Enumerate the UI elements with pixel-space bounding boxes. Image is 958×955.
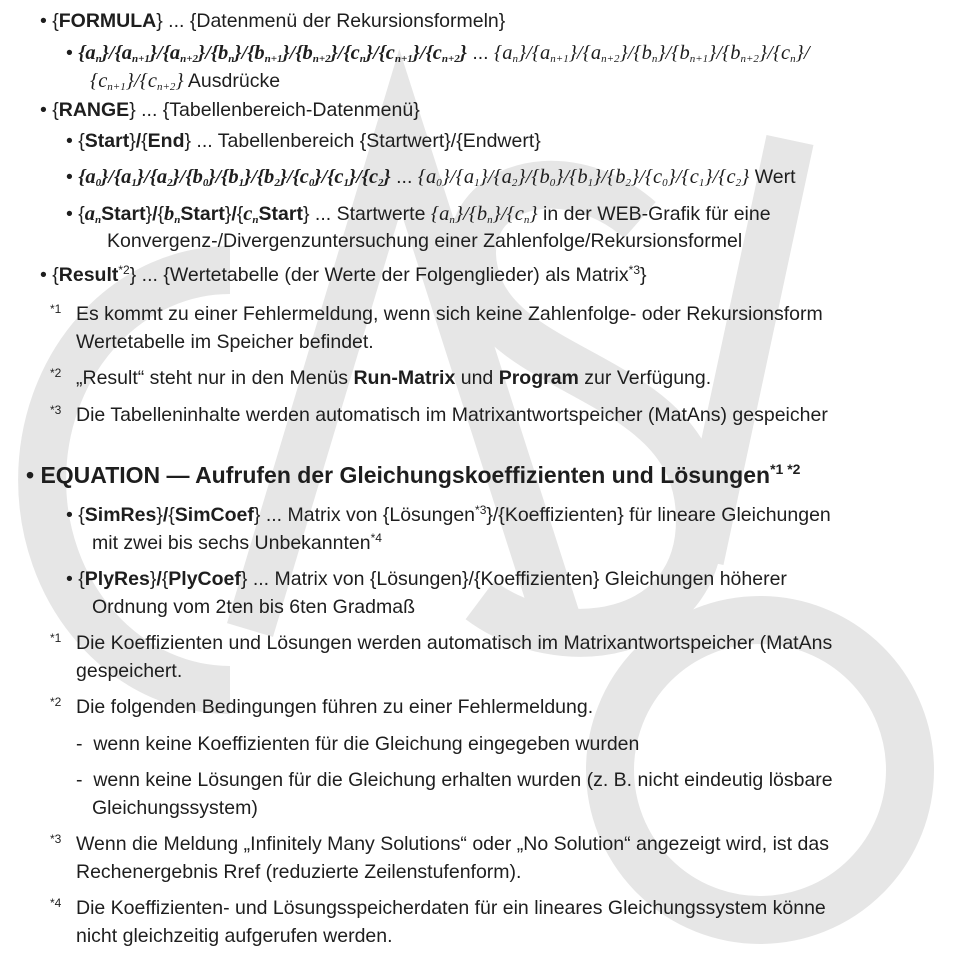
range-web-line2: Konvergenz-/Divergenzuntersuchung einer Zahlenfolge/Rekursionsformel (107, 230, 743, 252)
range-desc: {Tabellenbereich-Datenmenü} (162, 99, 420, 121)
note1-line1: Es kommt zu einer Fehlermeldung, wenn sich keine Zahlenfolge- oder Rekursionsform (76, 303, 823, 325)
simres-item: • {SimRes}/{SimCoef} ... Matrix von {Lösungen$^{*3}$}/{Koeffizienten} für lineare Gleichungen (66, 503, 831, 526)
condition1: - wenn keine Koeffizienten für die Gleichung eingegeben wurden (76, 733, 640, 755)
note3-text: Die Tabelleninhalte werden automatisch im Matrixantwortspeicher (MatAns) gespeicher (76, 404, 828, 426)
eq-note3-mark: *3 (50, 832, 62, 846)
range-item: • {RANGE} ... {Tabellenbereich-Datenmenü} (40, 99, 420, 121)
eq-note4-mark: *4 (50, 896, 62, 910)
eq-note1-line2: gespeichert. (76, 660, 183, 682)
eq-note3-line1: Wenn die Meldung „Infinitely Many Solutions“ oder „No Solution“ angezeigt wird, ist das (76, 833, 829, 855)
note1-mark: *1 (50, 302, 62, 316)
note3-mark: *3 (50, 403, 62, 417)
formula-desc: {Datenmenü der Rekursionsformeln} (189, 10, 506, 32)
plyres-item: • {PlyRes}/{PlyCoef} ... Matrix von {Lösungen}/{Koeffizienten} Gleichungen höherer (66, 568, 787, 590)
condition2-line2: Gleichungssystem) (92, 797, 258, 819)
start-key: Start (84, 130, 130, 152)
simres-item-line2: mit zwei bis sechs Unbekannten$^{*4}$ (92, 531, 382, 554)
plyres-item-line2: Ordnung vom 2ten bis 6ten Gradmaß (92, 596, 415, 618)
range-web-line1: • $\{a_nStart\}/\{b_nStart\}/\{c_nStart\}$ ... Startwerte $\{a_n\}/\{b_n\}/\{c_n\}$ in der WEB-Grafik für eine (66, 203, 771, 226)
eq-note2-mark: *2 (50, 695, 62, 709)
formula-key: FORMULA (58, 10, 157, 32)
formula-expressions-line2: $\{c_{n+1}\}/\{c_{n+2}\}$ Ausdrücke (90, 70, 281, 93)
eq-note2-line1: Die folgenden Bedingungen führen zu einer Fehlermeldung. (76, 696, 594, 718)
formula-item: • {FORMULA} ... {Datenmenü der Rekursionsformeln} (40, 10, 506, 32)
eq-note1-mark: *1 (50, 631, 62, 645)
range-key: RANGE (58, 99, 130, 121)
eq-note1-line1: Die Koeffizienten und Lösungen werden automatisch im Matrixantwortspeicher (MatAns (76, 632, 833, 654)
eq-note3-line2: Rechenergebnis Rref (reduzierte Zeilenstufenform). (76, 861, 522, 883)
values-suffix: Wert (754, 166, 796, 188)
formula-suffix: Ausdrücke (187, 70, 281, 92)
note1-line2: Wertetabelle im Speicher befindet. (76, 331, 374, 353)
end-key: End (147, 130, 185, 152)
result-key: Result (58, 264, 119, 286)
start-end-desc: Tabellenbereich {Startwert}/{Endwert} (217, 130, 541, 152)
range-values: • $\{a_0\}/\{a_1\}/\{a_2\}/\{b_0\}/\{b_1\}/\{b_2\}/\{c_0\}/\{c_1\}/\{c_2\}$ ... $\{a_0\}/\{a_1\}/\{a_2\}/\{b_0\}/\{b_1\}/\{b_2\}/\{c_0\}/\{c_1\}/\{c_2\}$ Wert (66, 166, 796, 189)
range-start-end: • {Start}/{End} ... Tabellenbereich {Startwert}/{Endwert} (66, 130, 541, 152)
result-item: • {Result$^{*2}$} ... {Wertetabelle (der Werte der Folgenglieder) als Matrix$^{*3}$} (40, 263, 647, 286)
condition2: - wenn keine Lösungen für die Gleichung erhalten wurden (z. B. nicht eindeutig lösbare (76, 769, 833, 791)
note2-text: „Result“ steht nur in den Menüs Run-Matrix und Program zur Verfügung. (76, 367, 712, 389)
eq-note4-line1: Die Koeffizienten- und Lösungsspeicherdaten für ein lineares Gleichungssystem könne (76, 897, 826, 919)
equation-heading: • EQUATION — Aufrufen der Gleichungskoeffizienten und Lösungen$^{*1 *2}$ (26, 461, 801, 488)
note2-mark: *2 (50, 366, 62, 380)
formula-expressions-line1: • $\{a_n\}/\{a_{n+1}\}/\{a_{n+2}\}/\{b_n\}/\{b_{n+1}\}/\{b_{n+2}\}/\{c_n\}/\{c_{n+1}\}/\{c_{n+2}\}$ ... $\{a_n\}/\{a_{n+1}\}/\{a_{n+2}\}/\{b_n\}/\{b_{n+1}\}/\{b_{n+2}\}/\{c_n\}/$ (66, 42, 810, 65)
eq-note4-line2: nicht gleichzeitig aufgerufen werden. (76, 925, 393, 947)
